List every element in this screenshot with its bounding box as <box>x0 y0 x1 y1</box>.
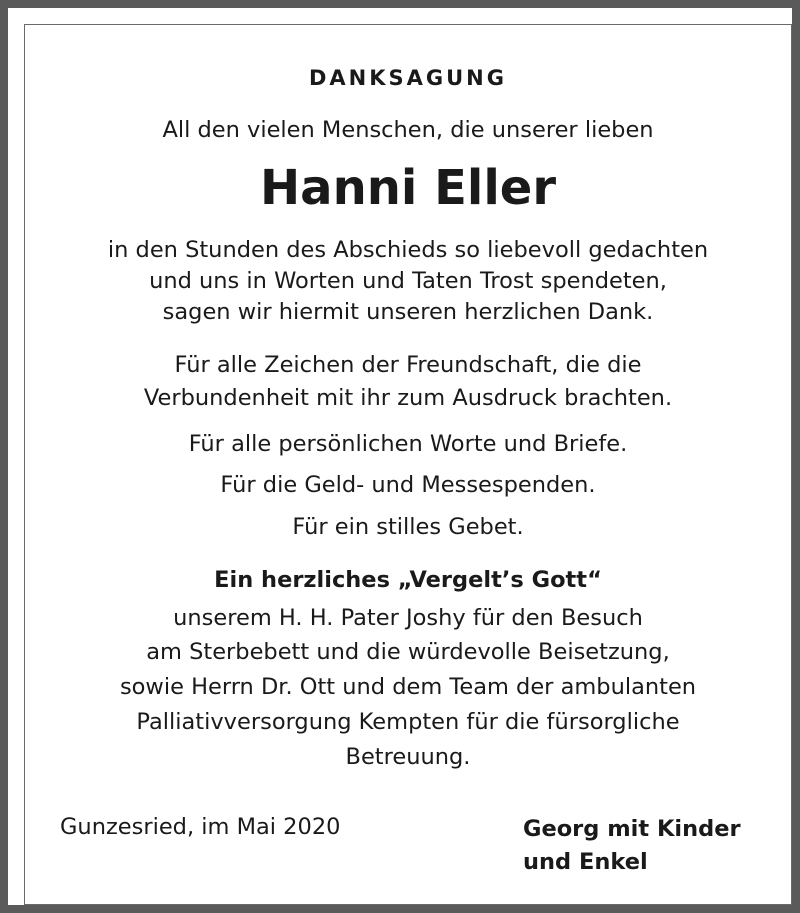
signs-line: Verbundenheit mit ihr zum Ausdruck brachten. <box>143 385 673 411</box>
vergelts-line: Betreuung. <box>345 744 471 770</box>
notice-inner-border <box>24 24 792 905</box>
place-date: Gunzesried, im Mai 2020 <box>60 814 341 840</box>
deceased-name: Hanni Eller <box>260 160 556 216</box>
thanks-line: sagen wir hiermit unseren herzlichen Dank. <box>162 299 654 325</box>
vergelts-line: am Sterbebett und die würdevolle Beisetzung, <box>146 639 670 665</box>
notice-heading: DANKSAGUNG <box>308 66 507 90</box>
vergelts-heading: Ein herzliches „Vergelt’s Gott“ <box>214 567 602 593</box>
prayer-line: Für ein stilles Gebet. <box>292 514 524 540</box>
words-line: Für alle persönlichen Worte und Briefe. <box>188 431 628 457</box>
signature-line: und Enkel <box>523 849 648 875</box>
intro-line: All den vielen Menschen, die unserer lieben <box>162 117 654 143</box>
signature-line: Georg mit Kinder <box>523 816 741 842</box>
signs-line: Für alle Zeichen der Freundschaft, die die <box>174 352 642 378</box>
signature <box>523 813 741 879</box>
thanks-line: in den Stunden des Abschieds so liebevoll gedachten <box>107 237 709 263</box>
vergelts-line: sowie Herrn Dr. Ott und dem Team der ambulanten <box>119 674 697 700</box>
vergelts-line: Palliativversorgung Kempten für die fürsorgliche <box>136 709 680 735</box>
thanks-line: und uns in Worten und Taten Trost spendeten, <box>149 268 667 294</box>
vergelts-line: unserem H. H. Pater Joshy für den Besuch <box>173 605 643 631</box>
donations-line: Für die Geld- und Messespenden. <box>220 472 596 498</box>
